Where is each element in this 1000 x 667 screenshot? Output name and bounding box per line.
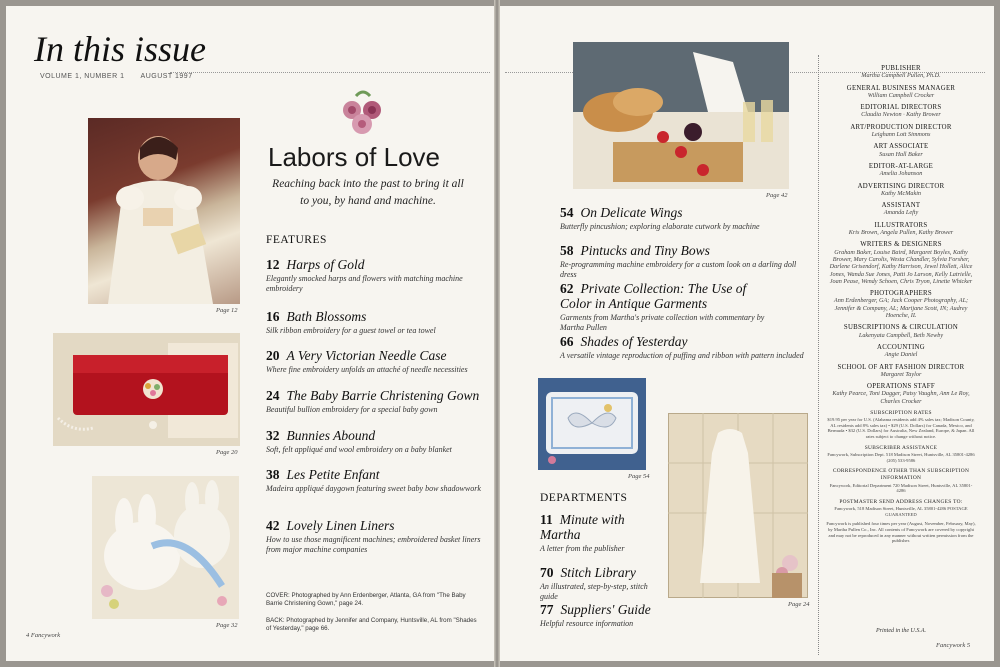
toc-description: Madeira appliqué daygown featuring sweet baby bow shadowwork [266,484,481,493]
toc-item[interactable] [266,309,481,336]
staff-names: Ann Erdenberger, GA; Jack Cooper Photography, AL; Jennifer & Company, AL; Marijane Scott, IN; Audrey Hoenche, IL [833,297,969,320]
caption-page-54: Page 54 [628,473,650,480]
photo-christening-gown [668,413,808,598]
toc-item[interactable] [540,512,660,554]
toc-description: Beautiful bullion embroidery for a special baby gown [266,405,438,414]
fine-print-head: SUBSCRIBER ASSISTANCE [864,444,938,451]
issue-date: AUGUST 1997 [140,73,193,80]
staff-names: Lakenyata Campbell, Beth Newby [858,331,944,339]
photo-butterfly-pincushion [538,378,646,470]
toc-item[interactable] [266,257,481,294]
staff-names: Angie Daniel [884,351,918,359]
staff-role: EDITORIAL DIRECTORS [860,104,942,112]
toc-title: Les Petite Enfant [286,467,380,482]
toc-page-number: 20 [266,348,280,363]
toc-page-number: 54 [560,205,574,220]
toc-description: A letter from the publisher [540,544,625,553]
toc-page-number: 58 [560,243,574,258]
staff-role: SUBSCRIPTIONS & CIRCULATION [843,324,959,332]
toc-title: Lovely Linen Liners [286,518,395,533]
departments-heading: DEPARTMENTS [540,492,628,504]
staff-names: Margaret Taylor [880,370,922,378]
toc-description: An illustrated, step-by-step, stitch guide [540,582,648,601]
staff-role: ACCOUNTING [877,343,925,351]
toc-title: The Baby Barrie Christening Gown [286,388,480,403]
volume-label: VOLUME 1, NUMBER 1 [40,73,125,80]
toc-page-number: 11 [540,512,553,527]
fine-print-text: Fancywork, Subscription Dept. 518 Madison Street, Huntsville, AL 35801-4286 (205) 533-9586 [827,451,975,463]
toc-description: Re-programming machine embroidery for a custom look on a darling doll dress [560,260,797,279]
toc-page-number: 70 [540,565,554,580]
fine-print-head: CORRESPONDENCE OTHER THAN SUBSCRIPTION INFORMATION [832,468,970,482]
toc-title: Stitch Library [560,565,636,580]
feature-tagline: Reaching back into the past to bring it all to you, by hand and machine. [272,178,464,207]
staff-names: William Campbell Crocker [867,91,935,99]
toc-title: On Delicate Wings [580,205,683,220]
toc-title: A Very Victorian Needle Case [286,348,447,363]
staff-role: OPERATIONS STAFF [867,383,935,391]
caption-page-42: Page 42 [766,192,788,199]
caption-page-12: Page 12 [216,307,238,314]
staff-role: GENERAL BUSINESS MANAGER [846,84,956,92]
column-rule [818,55,819,655]
staff-role: SCHOOL OF ART FASHION DIRECTOR [837,363,965,371]
staff-names: Claudia Newton · Kathy Brower [861,111,941,119]
cover-credit: COVER: Photographed by Ann Erdenberger, Atlanta, GA from "The Baby Barrie Christening Gown," page 24. [266,592,466,607]
toc-page-number: 66 [560,334,574,349]
folio-right: Fancywork 5 [936,642,971,649]
toc-description: A versatile vintage reproduction of puffing and ribbon with pattern included [560,351,804,360]
caption-page-24: Page 24 [788,601,810,608]
folio-left: 4 Fancywork [26,632,61,639]
staff-names: Kris Brown, Angela Pullen, Kathy Brower [848,229,954,237]
toc-page-number: 24 [266,388,280,403]
caption-page-32: Page 32 [216,622,238,629]
toc-description: Elegantly smocked harps and flowers with matching machine embroidery [266,274,463,293]
masthead-title: In this issue [34,29,207,69]
toc-item[interactable] [266,348,481,375]
toc-page-number: 32 [266,428,280,443]
fine-print-text: Fancywork is published four times per year (August, November, February, May), by Martha Pullen Co., Inc. All contents of Fancywork are covered by copyright and may not be reproduced in any manner without written permission from the publisher. [826,521,976,544]
staff-role: EDITOR-AT-LARGE [868,162,934,170]
staff-role: ILLUSTRATORS [874,221,928,229]
toc-description: Where fine embroidery unfolds an attaché of needle necessities [266,365,468,374]
masthead-rule [170,72,490,73]
feature-headline: Labors of Love [268,142,441,172]
toc-description: Helpful resource information [540,619,634,628]
staff-role: PHOTOGRAPHERS [870,290,932,298]
toc-description: Silk ribbon embroidery for a guest towel or tea towel [266,326,436,335]
staff-names: Amanda Lefty [883,209,919,217]
toc-item[interactable] [560,205,810,232]
staff-role: ADVERTISING DIRECTOR [857,182,945,190]
toc-title: Bunnies Abound [286,428,376,443]
caption-page-20: Page 20 [216,449,238,456]
toc-item[interactable] [540,565,665,602]
toc-item[interactable] [560,334,810,361]
fine-print-head: SUBSCRIPTION RATES [870,409,932,416]
toc-title: Minute with Martha [540,512,625,542]
toc-title: Private Collection: The Use of Color in Antique Garments [560,281,747,311]
toc-description: Butterfly pincushion; exploring elaborate cutwork by machine [560,222,760,231]
fine-print-head: POSTMASTER SEND ADDRESS CHANGES TO: [839,498,963,505]
toc-item[interactable] [540,602,665,629]
toc-item[interactable] [560,281,770,333]
toc-title: Harps of Gold [286,257,365,272]
toc-page-number: 77 [540,602,554,617]
toc-title: Suppliers' Guide [560,602,651,617]
toc-page-number: 16 [266,309,280,324]
toc-page-number: 38 [266,467,280,482]
printed-in: Printed in the U.S.A. [876,628,926,634]
staff-masthead [826,60,976,544]
staff-names: Susan Hall Baker [879,150,923,158]
staff-role: ART ASSOCIATE [873,143,929,151]
staff-names: Kathy McMakin [880,189,922,197]
toc-title: Pintucks and Tiny Bows [580,243,710,258]
toc-page-number: 42 [266,518,280,533]
toc-item[interactable] [266,467,481,494]
fine-print-text: Fancywork, Editorial Department 720 Madison Street, Huntsville, AL 35801-4286 [829,482,973,494]
toc-item[interactable] [560,243,810,280]
staff-role: ASSISTANT [881,202,921,210]
staff-names: Graham Baker, Louise Baird, Margaret Boyles, Kathy Brower, Mary Carolis, Westa Chandler, Sylvia Forsher, Darlene Grisendorf, Kathy Harrison, Jewel Hollett, Alice Jones, Wanda Sue Jones, Patti Jo Larson, Kelly Latrielle, Joan Pease, Wendy Schoen, Chris Tryon, Linette Whicker [829,248,973,285]
fine-print-text: Fancywork, 518 Madison Street, Huntsville, AL 35801-4286 POSTAGE GUARANTEED [834,506,968,517]
roses-emblem [338,88,388,140]
toc-page-number: 12 [266,257,280,272]
toc-item[interactable] [266,388,481,415]
toc-description: How to use those magnificent machines; embroidered basket liners from major machine companies [266,535,481,554]
toc-description: Garments from Martha's private collection with commentary by Martha Pullen [560,313,765,332]
staff-names: Leighann Lott Simmons [871,131,931,139]
gutter [494,0,500,667]
photo-bunnies-blanket [92,476,239,619]
toc-title: Bath Blossoms [286,309,367,324]
back-credit: BACK: Photographed by Jennifer and Company, Huntsville, AL from "Shades of Yesterday," page 66. [266,617,477,632]
toc-title: Shades of Yesterday [580,334,688,349]
toc-description: Soft, felt appliqué and wool embroidery on a baby blanket [266,445,452,454]
staff-names: Kathy Pearce, Toni Dagger, Patsy Vaughn, Ann Le Roy, Charles Crocker [832,390,970,405]
staff-role: ART/PRODUCTION DIRECTOR [850,123,952,131]
toc-page-number: 62 [560,281,574,296]
toc-item[interactable] [266,428,481,455]
photo-picnic-linens [573,42,789,189]
staff-role: WRITERS & DESIGNERS [860,241,942,249]
features-heading: FEATURES [266,234,327,246]
staff-names: Martha Campbell Pullen, Ph.D. [861,72,941,80]
staff-role: PUBLISHER [881,65,921,72]
fine-print-text: $19.95 per year for U.S. (Alabama residents add 4% sales tax; Madison County, AL residents add 8% sales tax) • $29 (U.S. Dollars) for Canada, Mexico, and Bermuda • $32 (U.S. Dollars) for Australia, New Zealand, Europe, & Japan. All rates subject to change without notice. [827,417,975,440]
masthead-issue-info [40,73,207,80]
toc-item[interactable] [266,518,481,555]
photo-victorian-needle-case [53,333,240,446]
staff-names: Amelia Johanson [879,170,923,178]
photo-girl-smocked-dress [88,118,240,304]
